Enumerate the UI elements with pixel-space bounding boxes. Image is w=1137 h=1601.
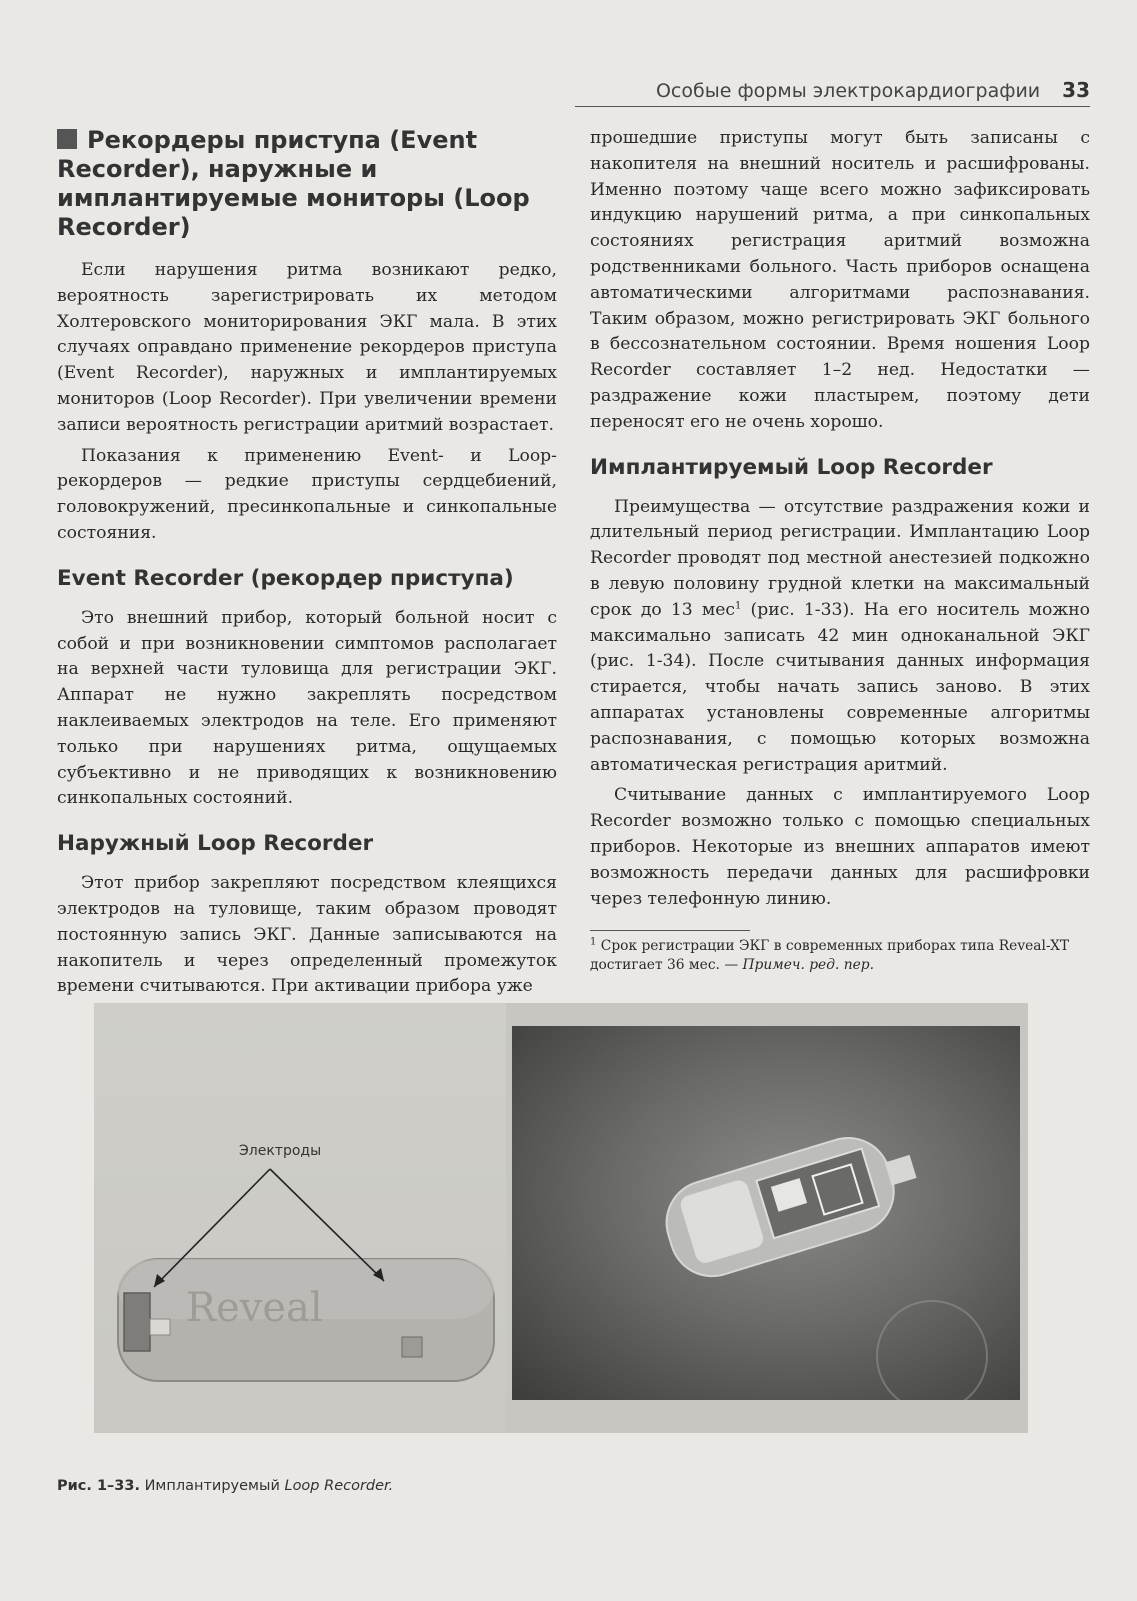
section-square-icon: [57, 129, 77, 149]
implantable-paragraph-2: Считывание данных с имплантируемого Loop Recorder возможно только с помощью специальных приборов. Некоторые из внешних аппаратов имеют возможность передачи данных для расшифровки через телефонную линию.: [590, 785, 1090, 909]
footnote-mark: 1: [590, 936, 597, 948]
device-brand: Reveal: [186, 1285, 323, 1331]
xray-photo: [512, 1026, 1020, 1400]
footnote: [590, 937, 1090, 975]
event-recorder-heading: Event Recorder (рекордер приступа): [57, 565, 514, 591]
electrodes-label: Электроды: [239, 1143, 322, 1159]
footnote-text: Срок регистрации ЭКГ в современных приборах типа Reveal-XT достигает 36 мес. —: [590, 938, 1070, 974]
page-number: 33: [1062, 78, 1090, 102]
section-title-text: Рекордеры приступа (Event Recorder), наружные и имплантируемые мониторы (Loop Recorder): [57, 126, 530, 241]
device-photo: [94, 1003, 506, 1433]
implantable-paragraph-1: [590, 495, 1090, 779]
event-recorder-paragraph: Это внешний прибор, который больной носит с собой и при возникновении симптомов располагает на верхней части туловища для регистрации ЭКГ. Аппарат не нужно закреплять посредством наклеиваемых электродов на теле. Его применяют только при нарушениях ритма, ощущаемых субъективно и не приводящих к возникновению синкопальных состояний.: [57, 607, 557, 809]
figure-1-33: [94, 1003, 1028, 1433]
connector-tab: [150, 1319, 170, 1335]
implantable-heading: Имплантируемый Loop Recorder: [590, 454, 993, 480]
figure-caption: [57, 1478, 393, 1494]
footnote-ref: 1: [735, 600, 742, 612]
caption-italic: Loop Recorder.: [284, 1478, 394, 1494]
section-title: [57, 126, 557, 242]
footnote-rule: [590, 930, 750, 931]
intro-paragraph-1: Если нарушения ритма возникают редко, вероятность зарегистрировать их методом Холтеровского мониторирования ЭКГ мала. В этих случаях оправдано применение рекордеров приступа (Event Recorder), наружных и имплантируемых мониторов (Loop Recorder). При увеличении времени записи вероятность регистрации аритмий возрастает.: [57, 260, 557, 435]
implantable-text-b: (рис. 1-33). На его носитель можно максимально записать 42 мин одноканальной ЭКГ (рис. 1-34). После считывания данных информация стирается, чтобы начать запись заново. В этих аппаратах установлены современные алгоритмы распознавания, с помощью которых возможна автоматическая регистрация аритмий.: [590, 599, 1091, 775]
continuation-paragraph: прошедшие приступы могут быть записаны с накопителя на внешний носитель и расшифрованы. Именно поэтому чаще всего можно зафиксировать индукцию нарушений ритма, а при синкопальных состояниях регистрация аритмий возможна родственниками больного. Часть приборов оснащена автоматическими алгоритмами распознавания. Таким образом, можно регистрировать ЭКГ больного в бессознательном состоянии. Время ношения Loop Recorder составляет 1–2 нед. Недостатки — раздражение кожи пластырем, поэтому дети переносят его не очень хорошо.: [590, 128, 1090, 432]
left-column: [57, 126, 557, 1000]
implanted-device: [656, 1120, 927, 1286]
left-electrode: [124, 1293, 150, 1351]
running-head: [580, 78, 1090, 104]
xray-illustration: [512, 1026, 1020, 1400]
footnote-editor-note: Примеч. ред. пер.: [742, 957, 875, 974]
right-column: [590, 126, 1090, 975]
running-head-title: Особые формы электрокардиографии: [655, 80, 1041, 102]
device-illustration: [94, 1003, 506, 1433]
right-electrode: [402, 1337, 422, 1357]
intro-paragraph-2: Показания к применению Event- и Loop-рекордеров — редкие приступы сердцебиений, головокружений, пресинкопальные и синкопальные состояния.: [57, 445, 557, 543]
caption-label: Рис. 1–33.: [57, 1478, 140, 1494]
implantable-text-a: Преимущества — отсутствие раздражения кожи и длительный период регистрации. Имплантацию Loop Recorder проводят под местной анестезией подкожно в левую половину грудной клетки на максимальный срок до 13 мес: [590, 496, 1090, 620]
external-loop-heading: Наружный Loop Recorder: [57, 831, 374, 857]
caption-text: Имплантируемый: [139, 1478, 285, 1494]
external-loop-paragraph: Этот прибор закрепляют посредством клеящихся электродов на туловище, таким образом проводят постоянную запись ЭКГ. Данные записываются на накопитель и через определенный промежуток времени считываются. При активации прибора уже: [57, 873, 557, 997]
header-rule: [575, 106, 1090, 107]
